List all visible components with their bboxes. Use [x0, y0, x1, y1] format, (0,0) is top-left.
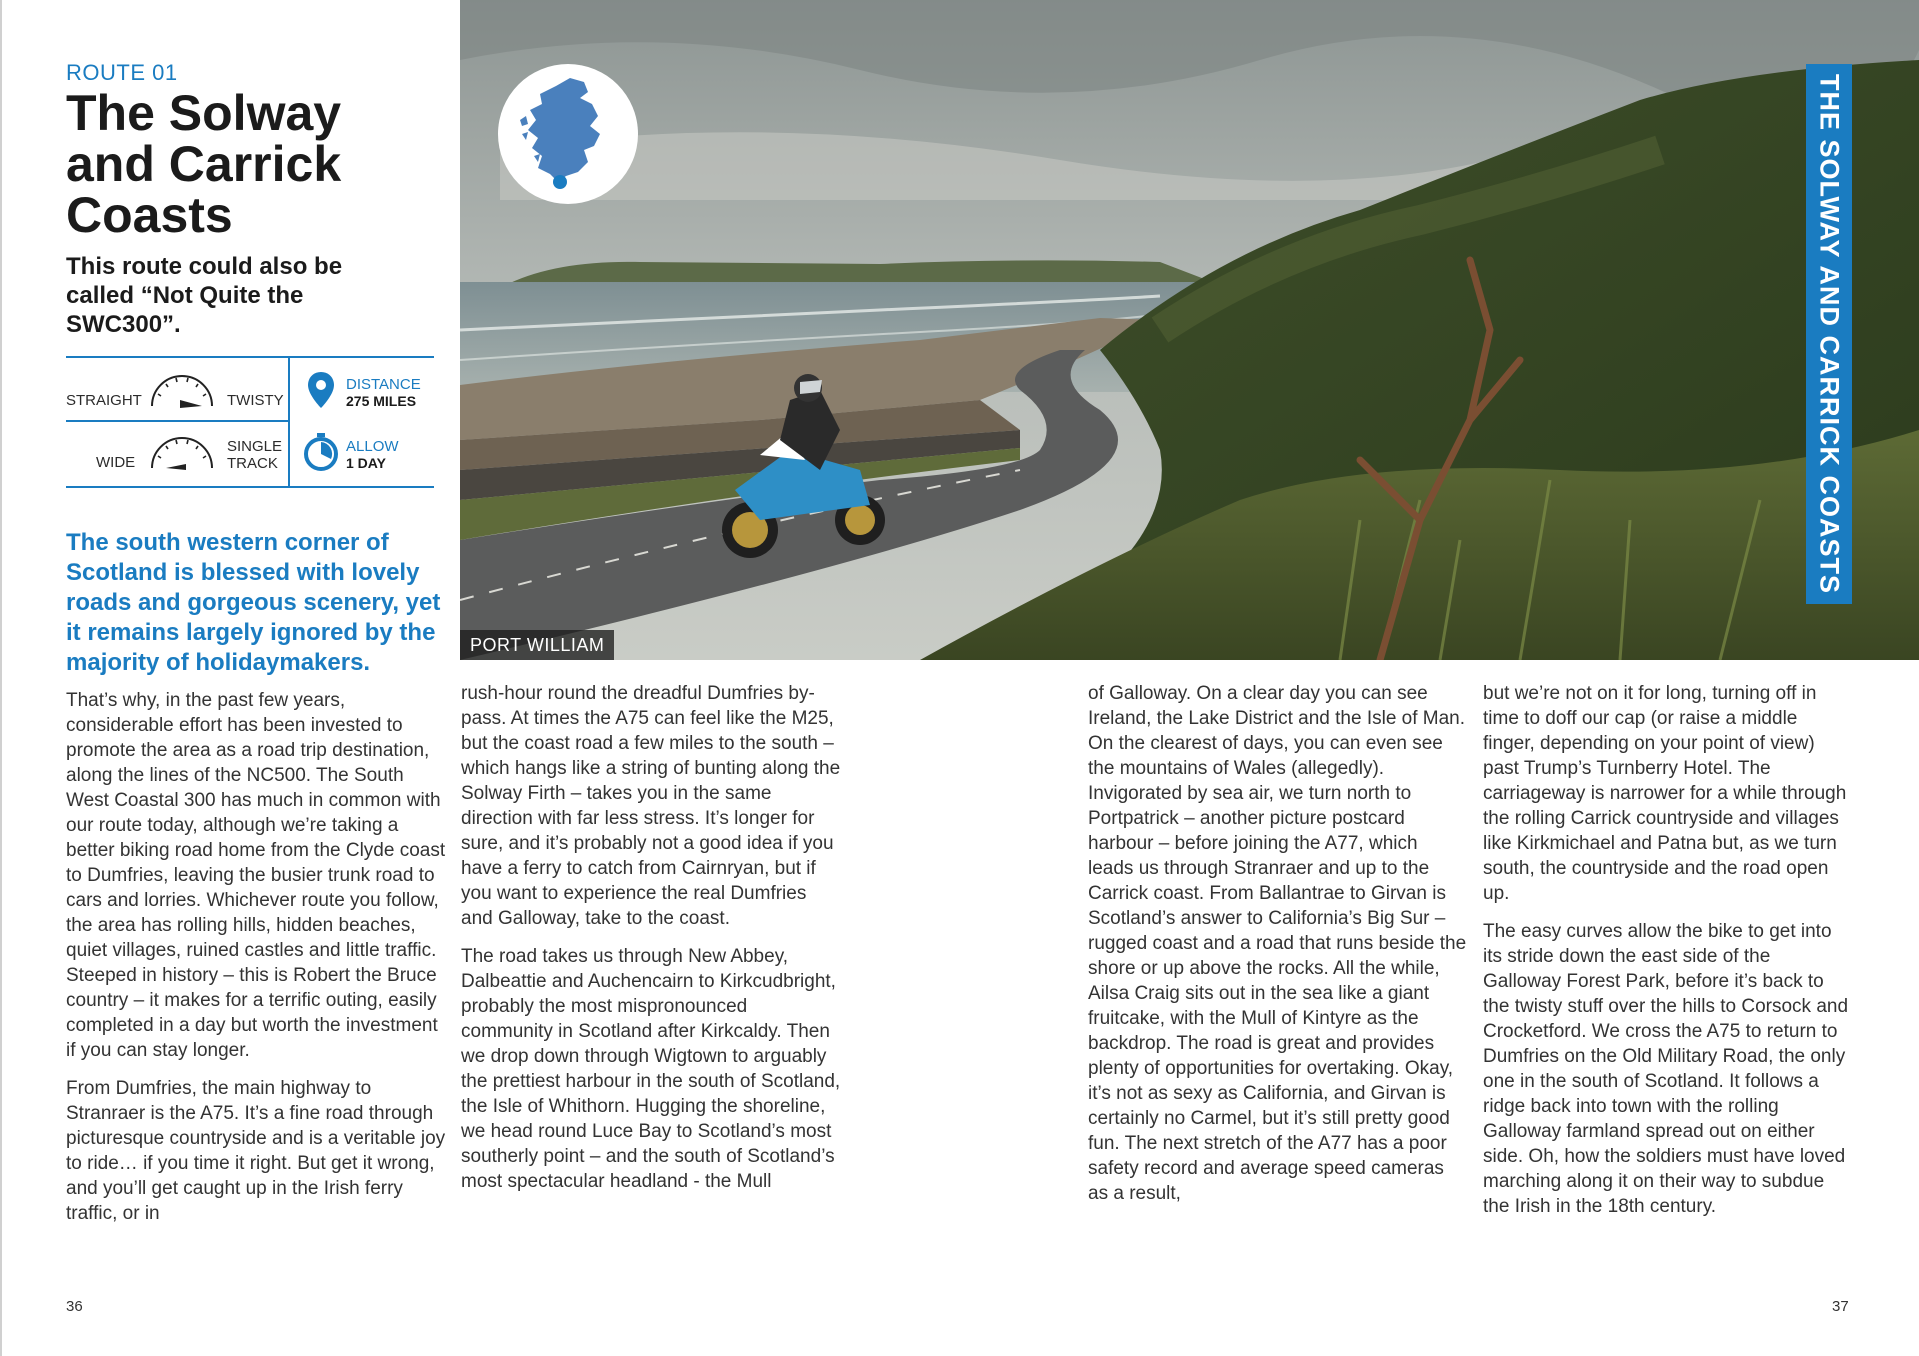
location-pin-icon: [306, 370, 336, 410]
track-label: TRACK: [227, 455, 278, 472]
page-subtitle: This route could also be called “Not Quite the SWC300”.: [66, 253, 343, 338]
scotland-map-icon: [498, 64, 638, 204]
hero-photo: [460, 0, 1919, 660]
route-label: ROUTE 01: [66, 60, 178, 85]
col1-paragraph-2: From Dumfries, the main highway to Stranraer is the A75. It’s a fine road through picturesque countryside and is a veritable joy to ride… if you time it right. But get it wrong, and you’ll get caught up in the Irish ferry traffic, or in: [66, 1078, 446, 1224]
text-column-3: [1088, 681, 1468, 1219]
gauge-wide-single-icon: [146, 432, 218, 472]
page-edge: [0, 0, 2, 1356]
stats-divider-horizontal: [66, 420, 290, 422]
col4-paragraph-1: but we’re not on it for long, turning off in time to doff our cap (or raise a middle finger, depending on your point of view) past Trump’s Turnberry Hotel. The carriageway is narrower for a while through the rolling Carrick countryside and villages like Kirkmichael and Patna but, as we turn south, the countryside and the road open up.: [1483, 683, 1847, 904]
wide-label: WIDE: [96, 454, 136, 471]
straight-label: STRAIGHT: [66, 392, 142, 409]
page-number-left: 36: [66, 1298, 83, 1315]
text-column-1: [66, 688, 446, 1239]
distance-label: DISTANCE: [346, 376, 421, 393]
route-stats-panel: [66, 356, 434, 488]
single-label: SINGLE: [227, 438, 283, 455]
side-tab-label: THE SOLWAY AND CARRICK COASTS: [1814, 73, 1845, 595]
intro-paragraph: The south western corner of Scotland is blessed with lovely roads and gorgeous scenery, yet it remains largely ignored by the majority of holidaymakers.: [66, 529, 441, 676]
chapter-side-tab: [1806, 64, 1852, 604]
allow-value: 1 DAY: [346, 455, 386, 471]
page-title: The Solway and Carrick Coasts: [66, 85, 342, 243]
locator-map: [498, 64, 638, 204]
distance-value: 275 MILES: [346, 393, 417, 409]
allow-label: ALLOW: [346, 438, 399, 455]
col4-paragraph-2: The easy curves allow the bike to get into its stride down the east side of the Galloway Forest Park, before it’s back to the twisty stuff over the hills to Corsock and Crocketford. We cross the A75 to return to Dumfries on the Old Military Road, the only one in the south of Scotland. It follows a ridge back into town with the rolling Galloway farmland spread out on either side. Oh, how the soldiers must have loved marching along it on their way to subdue the Irish in the 18th century.: [1483, 921, 1849, 1217]
col2-paragraph-2: The road takes us through New Abbey, Dalbeattie and Auchencairn to Kirkcudbright, probably the most mispronounced community in Scotland after Kirkcaldy. Then we drop down through Wigtown to arguably the prettiest harbour in the south of Scotland, the Isle of Whithorn. Hugging the shoreline, we head round Luce Bay to Scotland’s most southerly point – and the south of Scotland’s most spectacular headland - the Mull: [461, 946, 841, 1192]
col2-paragraph-1: rush-hour round the dreadful Dumfries by-pass. At times the A75 can feel like the M25, but the coast road a few miles to the south – which hangs like a string of bunting along the Solway Firth – takes you in the same direction with far less stress. It’s longer for sure, and it’s probably not a good idea if you have a ferry to catch from Cairnryan, but if you want to experience the real Dumfries and Galloway, take to the coast.: [461, 683, 841, 929]
stopwatch-icon: [304, 432, 338, 472]
text-column-2: [461, 681, 841, 1207]
text-column-4: [1483, 681, 1853, 1232]
coastal-road-motorcycle-image: [460, 0, 1919, 660]
page-number-right: 37: [1832, 1298, 1849, 1315]
col3-paragraph-1: of Galloway. On a clear day you can see Ireland, the Lake District and the Isle of Man. On the clearest of days, you can even see the mountains of Wales (allegedly). Invigorated by sea air, we turn north to Portpatrick – another picture postcard harbour – before joining the A77, which leads us through Stranraer and up to the Carrick coast. From Ballantrae to Girvan is Scotland’s answer to California’s Big Sur – rugged coast and a road that runs beside the shore or up above the rocks. All the while, Ailsa Craig sits out in the sea like a giant fruitcake, with the Mull of Kintyre as the backdrop. The road is great and provides plenty of opportunities for overtaking. Okay, it’s not as sexy as California, and Girvan is certainly no Carmel, but it’s still pretty good fun. The next stretch of the A77 has a poor safety record and average speed cameras as a result,: [1088, 683, 1467, 1204]
col1-paragraph-1: That’s why, in the past few years, considerable effort has been invested to promote the area as a road trip destination, along the lines of the NC500. The South West Coastal 300 has much in common with our route today, although we’re taking a better biking road home from the Clyde coast to Dumfries, leaving the busier trunk road to cars and lorries. Whichever route you follow, the area has rolling hills, hidden beaches, quiet villages, ruined castles and little traffic. Steeped in history – this is Robert the Bruce country – it makes for a terrific outing, easily completed in a day but worth the investment if you can stay longer.: [66, 690, 446, 1061]
photo-caption: PORT WILLIAM: [460, 630, 614, 660]
gauge-straight-twisty-icon: [146, 370, 218, 410]
stats-divider-vertical: [288, 358, 290, 486]
twisty-label: TWISTY: [227, 392, 284, 409]
